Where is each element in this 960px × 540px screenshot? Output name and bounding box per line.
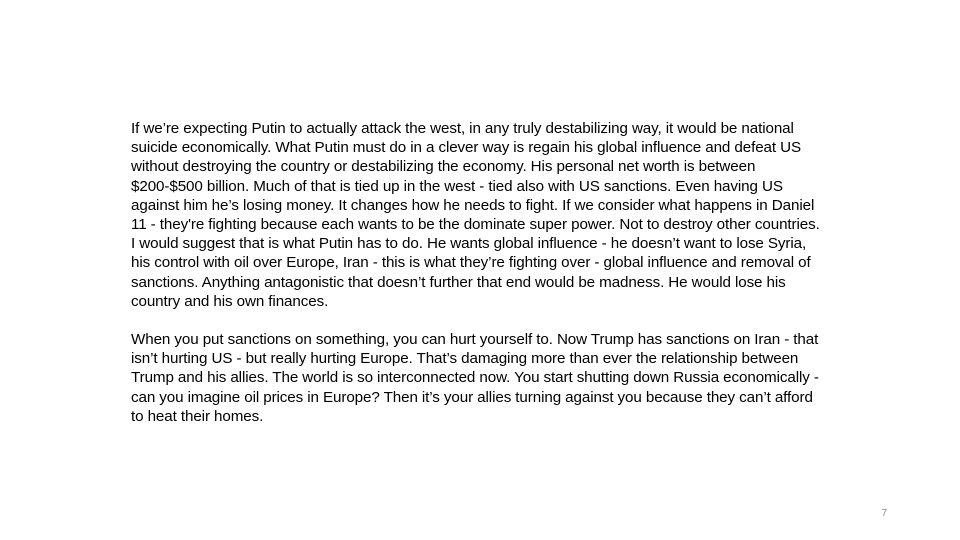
paragraph-putin-influence: If we’re expecting Putin to actually attack the west, in any truly destabilizing way, it would be national suicide economically. What Putin must do in a clever way is regain his global influence and defeat US without destroying the country or destabilizing the economy. His personal net worth is between $200-$500 billion. Much of that is tied up in the west - tied also with US sanctions. Even having US against him he’s losing money. It changes how he needs to fight. If we consider what happens in Daniel 11 - they're fighting because each wants to be the dominate super power. Not to destroy other countries. I would suggest that is what Putin has to do. He wants global influence - he doesn’t want to lose Syria, his control with oil over Europe, Iran - this is what they’re fighting over - global influence and removal of sanctions. Anything antagonistic that doesn’t further that end would be madness. He would lose his country and his own finances. [131,120,820,310]
page-number: 7 [881,508,887,519]
paragraph-sanctions: When you put sanctions on something, you can hurt yourself to. Now Trump has sanctions on Iran - that isn’t hurting US - but really hurting Europe. That’s damaging more than ever the relationship between Trump and his allies. The world is so interconnected now. You start shutting down Russia economically - can you imagine oil prices in Europe? Then it’s your allies turning against you because they can’t afford to heat their homes. [131,331,819,425]
text-body [131,119,821,426]
